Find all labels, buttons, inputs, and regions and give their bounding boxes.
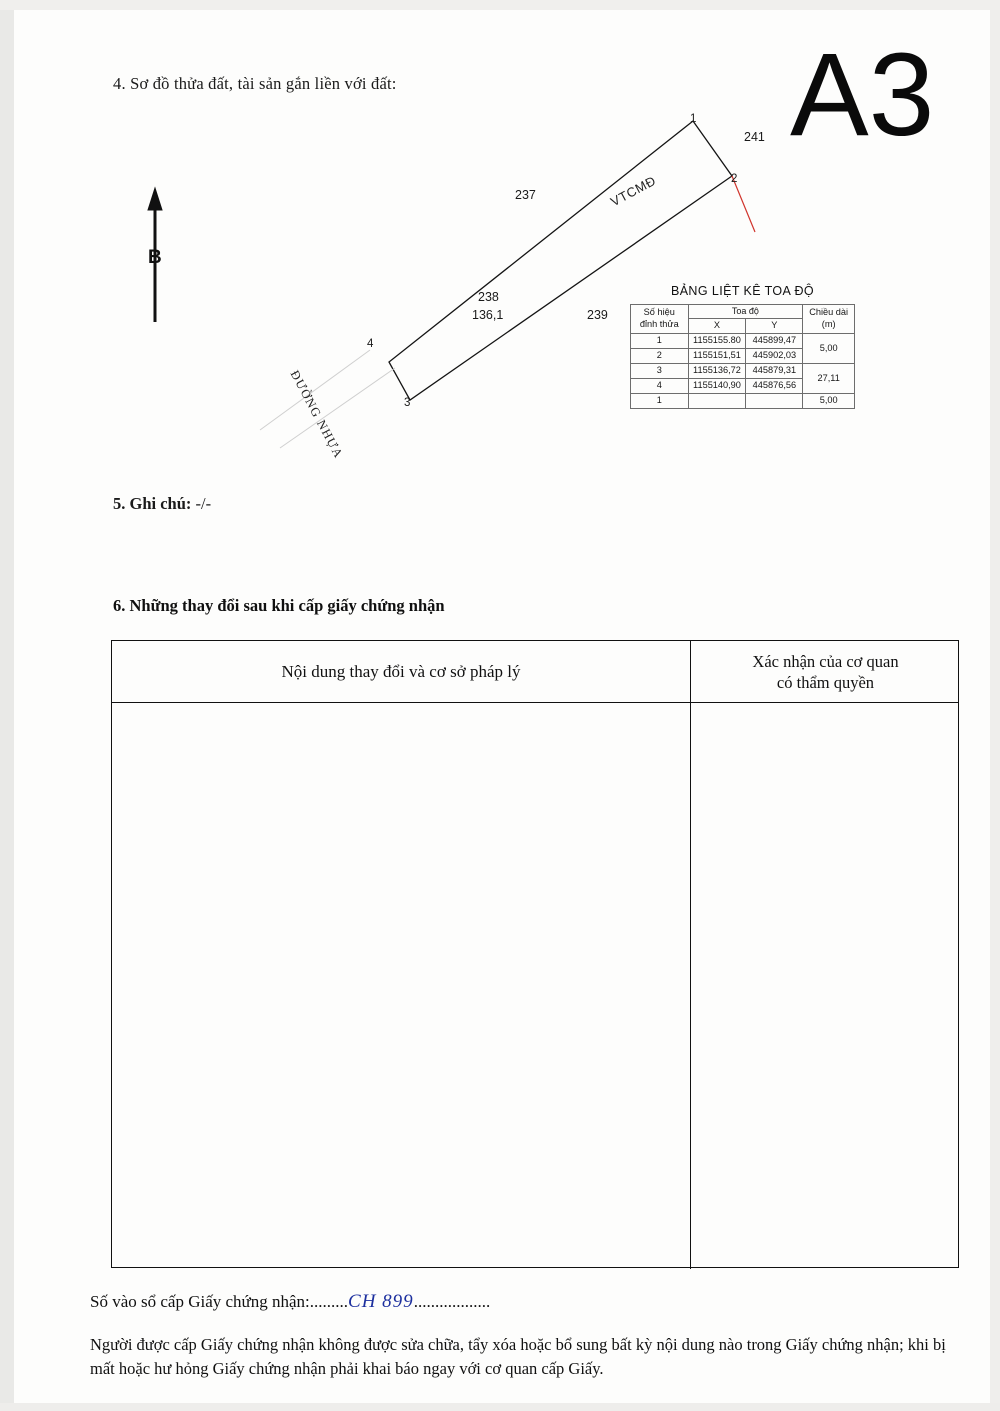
neighbor-plot-239: 239 [587, 308, 608, 322]
coord-col-length-line1: Chiều dài [809, 307, 849, 318]
coord-row-1-len: 5,00 [803, 333, 855, 363]
footer-notice: Người được cấp Giấy chứng nhận không được sửa chữa, tẩy xóa hoặc bổ sung bất kỳ nội dung nào trong Giấy chứng nhận; khi bị mất hoặc hư hỏng Giấy chứng nhận phải khai báo ngay với cơ quan cấp Giấy. [90, 1335, 946, 1378]
parcel-area-label: 136,1 [472, 308, 504, 322]
scan-edge-left [0, 0, 14, 1411]
coord-row-2-x: 1155151,51 [688, 348, 746, 363]
changes-table [111, 640, 959, 1268]
boundary-type-label: VTCMĐ [608, 172, 659, 210]
section-5-value: -/- [195, 494, 212, 513]
coord-col-stt [631, 305, 689, 334]
coord-row-1-x: 1155155.80 [688, 333, 746, 348]
scan-edge-bottom [0, 1403, 1000, 1411]
coord-row-4-id: 4 [631, 378, 689, 393]
changes-table-header-left: Nội dung thay đổi và cơ sở pháp lý [281, 662, 521, 681]
coord-row-3-y: 445879,31 [746, 363, 803, 378]
coord-col-x: X [688, 319, 746, 334]
a3-paper-size-mark: A3 [790, 29, 935, 161]
table-row [631, 393, 855, 408]
table-row [631, 363, 855, 378]
coord-col-length-line2: (m) [821, 318, 836, 329]
coord-row-4-y: 445876,56 [746, 378, 803, 393]
coord-row-4-x: 1155140,90 [688, 378, 746, 393]
coord-col-group: Toa độ [688, 305, 803, 319]
section-4-title: 4. Sơ đồ thửa đất, tài sản gắn liền với đất: [113, 74, 397, 93]
coord-col-length [803, 305, 855, 334]
coord-row-3-id: 3 [631, 363, 689, 378]
certificate-number-value: CH 899 [348, 1291, 414, 1312]
scan-edge-top [0, 0, 1000, 10]
coord-row-2-y: 445902,03 [746, 348, 803, 363]
neighbor-plot-238: 238 [478, 290, 499, 304]
neighbor-plot-241: 241 [744, 130, 765, 144]
changes-table-body-right [692, 704, 960, 1269]
neighbor-plot-237: 237 [515, 188, 536, 202]
coordinate-table-block [630, 284, 855, 409]
coord-row-3-len: 5,00 [803, 393, 855, 408]
north-arrow-label: B [148, 247, 162, 268]
coord-row-3-x: 1155136,72 [688, 363, 746, 378]
coord-row-1-y: 445899,47 [746, 333, 803, 348]
vertex-label-4: 4 [367, 338, 374, 350]
section-5 [113, 494, 211, 514]
table-row [631, 333, 855, 348]
coord-row-5-id: 1 [631, 393, 689, 408]
changes-header-right-line1: Xác nhận của cơ quan [752, 651, 899, 671]
section-6-title: 6. Những thay đổi sau khi cấp giấy chứng nhận [113, 596, 445, 615]
changes-table-body-left [112, 704, 690, 1269]
coord-row-5-y [746, 393, 803, 408]
certificate-number-line [90, 1291, 490, 1313]
coord-col-stt-line2: đỉnh thửa [639, 318, 679, 329]
section-5-label: 5. Ghi chú: [113, 494, 192, 513]
changes-table-header-right [691, 641, 960, 703]
road-label: ĐƯỜNG NHỰA [287, 368, 346, 461]
coord-row-2-len: 27,11 [803, 363, 855, 393]
cert-dots-after: .................. [413, 1292, 491, 1311]
coord-row-1-id: 1 [631, 333, 689, 348]
coord-table-header-row-1 [631, 305, 855, 319]
coord-row-2-id: 2 [631, 348, 689, 363]
cert-dots-before: ......... [309, 1292, 349, 1311]
certificate-number-label: Số vào sổ cấp Giấy chứng nhận: [90, 1292, 310, 1311]
vertex-label-1: 1 [690, 113, 697, 125]
coord-row-5-x [688, 393, 746, 408]
changes-header-right-line2: có thẩm quyền [776, 673, 875, 692]
coordinate-table [630, 304, 855, 409]
scan-edge-right [990, 0, 1000, 1411]
coord-col-stt-line1: Số hiệu [643, 307, 675, 318]
coordinate-table-title: BẢNG LIỆT KÊ TOA ĐỘ [670, 284, 815, 298]
vertex-label-3: 3 [404, 397, 411, 409]
vertex-label-2: 2 [731, 173, 738, 185]
coord-col-y: Y [746, 319, 803, 334]
